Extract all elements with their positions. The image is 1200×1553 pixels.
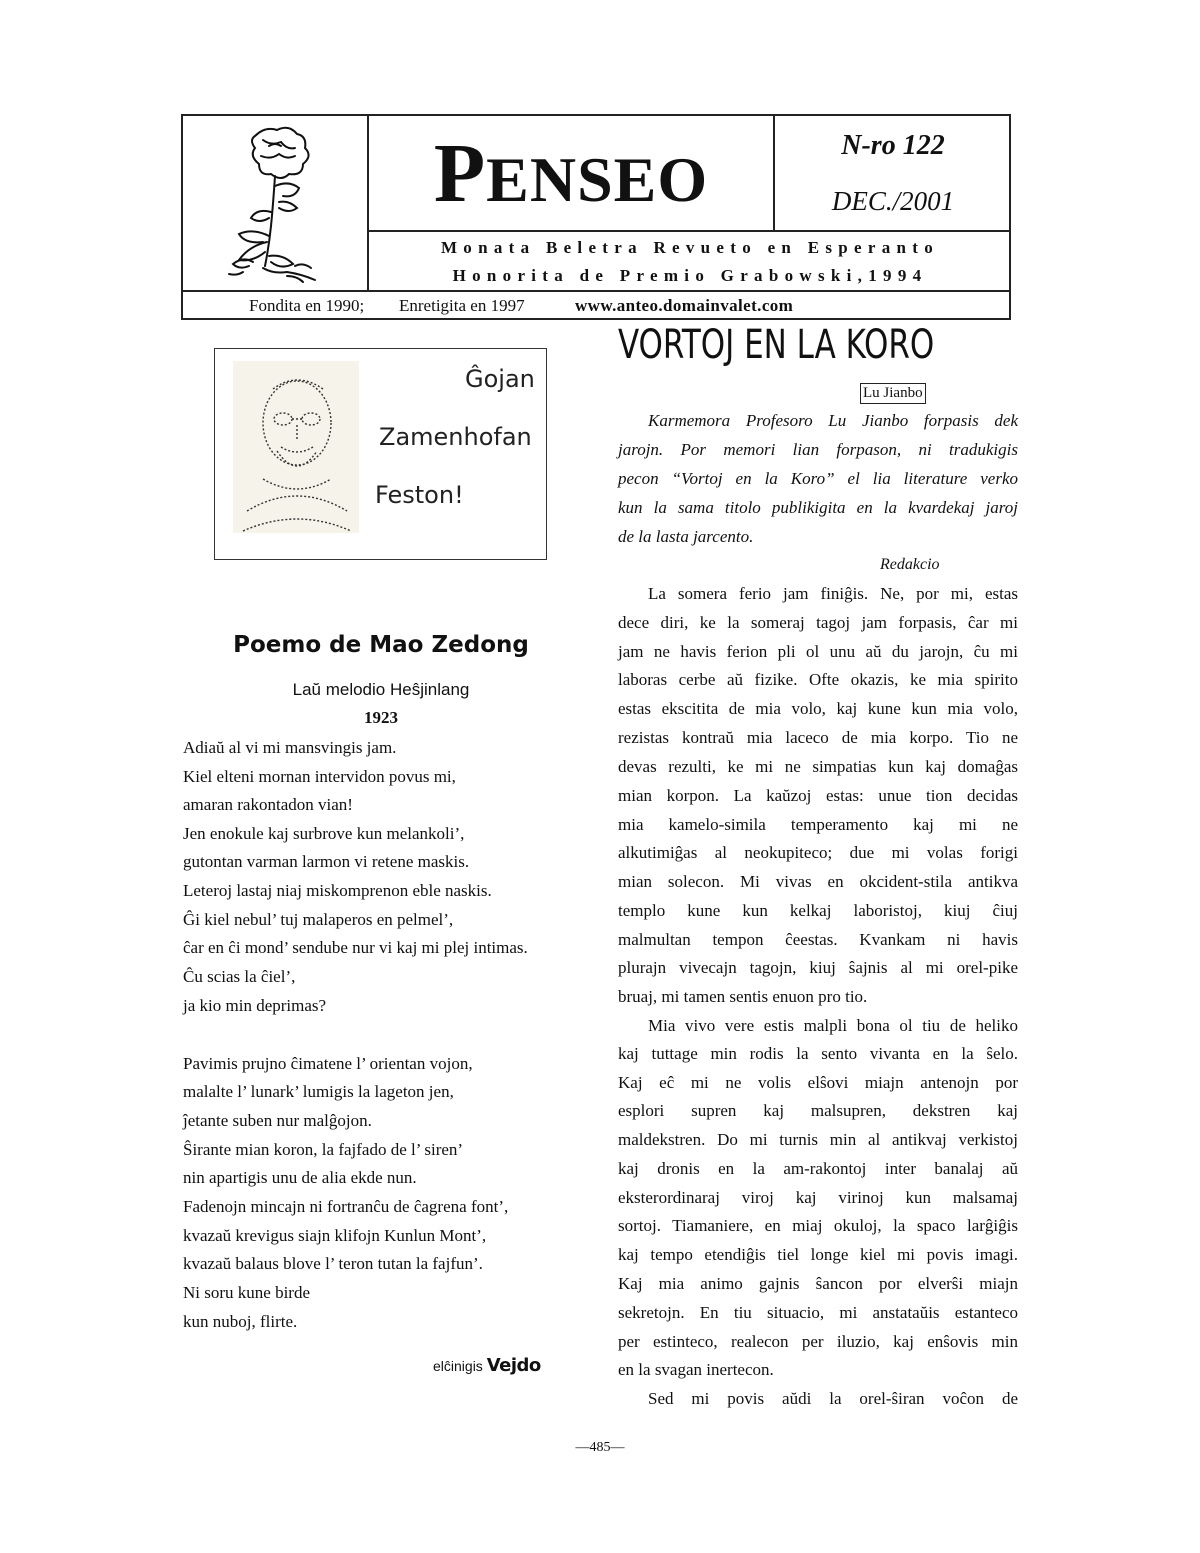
magazine-title: PENSEO xyxy=(433,126,709,220)
flower-sketch-icon xyxy=(183,116,367,290)
author-name: Lu Jianbo xyxy=(860,383,926,404)
masthead xyxy=(181,114,1011,320)
zamenhof-portrait-icon xyxy=(233,361,359,533)
body-line: kaj tempo etendiĝis tiel longe kiel mi povis imagi. xyxy=(618,1245,1018,1264)
masthead-footer xyxy=(183,292,1009,320)
poem-line: Ĉu scias la ĉiel’, xyxy=(183,967,296,986)
poem-line: ĵetante suben nur malĝojon. xyxy=(183,1111,372,1130)
translator-prefix: elĉinigis xyxy=(433,1358,483,1374)
poem-line: Ŝirante mian koron, la fajfado de l’ siren’ xyxy=(183,1140,464,1159)
poem-year: 1923 xyxy=(364,708,398,727)
body-line: Kaj eĉ mi ne volis elŝovi miajn antenojn por xyxy=(618,1073,1018,1092)
body-line: templo kune kun kelkaj laboristoj, kiuj ĉiuj xyxy=(618,901,1018,920)
greeting-line: Feston! xyxy=(375,481,464,509)
body-line: en la svagan inertecon. xyxy=(618,1360,774,1379)
editorial-signature: Redakcio xyxy=(880,556,940,573)
poem-line: nin apartigis unu de alia ekde nun. xyxy=(183,1168,417,1187)
poem-line: Fadenojn mincajn ni fortranĉu de ĉagrena font’, xyxy=(183,1197,509,1216)
body-line: La somera ferio jam finiĝis. Ne, por mi, estas xyxy=(648,584,1018,603)
poem-line: ja kio min deprimas? xyxy=(183,996,327,1015)
body-line: kaj tuttage min rodis la sento vivanta en la ŝelo. xyxy=(618,1044,1018,1063)
article-title: VORTOJ EN LA KORO xyxy=(618,322,935,368)
body-line: rezistas kontraŭ mia laceco de mia korpo. Tio ne xyxy=(618,728,1018,747)
poem-line: malalte l’ lunark’ lumigis la lageton jen, xyxy=(183,1082,454,1101)
body-line: Kaj mia animo gajnis ŝancon por elverŝi miajn xyxy=(618,1274,1018,1293)
poem-line: ĉar en ĉi mond’ sendube nur vi kaj mi plej intimas. xyxy=(183,938,528,957)
body-line: jam ne havis ferion pli ol unu aŭ du jarojn, ĉu mi xyxy=(618,642,1018,661)
body-line: laboras cerbe aŭ fizike. Ofte okazis, ke mia spirito xyxy=(618,670,1018,689)
body-line: devas rezulti, ke mi ne simpatias kun kaj domaĝas xyxy=(618,757,1018,776)
body-line: plurajn vivecajn tagojn, kiuj ŝajnis al mi orel-pike xyxy=(618,958,1018,977)
body-line: maldekstren. Do mi turnis min al antikvaj verkistoj xyxy=(618,1130,1018,1149)
intro-line: pecon “Vortoj en la Koro” el lia literature verko xyxy=(618,469,1018,488)
translator-name: Vejdo xyxy=(486,1355,541,1376)
website-link[interactable]: www.anteo.domainvalet.com xyxy=(575,296,794,315)
poem-melody: Laŭ melodio Heŝjinlang xyxy=(292,680,470,699)
greeting-line: Zamenhofan xyxy=(379,423,532,451)
intro-line: Karmemora Profesoro Lu Jianbo forpasis dek xyxy=(648,411,1018,430)
poem-line: Kiel elteni mornan intervidon povus mi, xyxy=(183,767,456,786)
body-line: bruaj, mi tamen sentis enuon pro tio. xyxy=(618,987,868,1006)
body-line: mia kamelo-simila temperamento kaj mi ne xyxy=(618,815,1018,834)
poem-line: Pavimis prujno ĉimatene l’ orientan vojon, xyxy=(183,1054,473,1073)
body-line: sortoj. Tiamaniere, en miaj okuloj, la spaco larĝiĝis xyxy=(618,1216,1018,1235)
issue-number: N-ro 122 xyxy=(841,130,945,161)
body-line: estas ekscitita de mia volo, kaj kune kun mia volo, xyxy=(618,699,1018,718)
body-line: mian solecon. Mi vivas en okcident-stila antikva xyxy=(618,872,1018,891)
registered-text: Enretigita en 1997 xyxy=(399,296,525,315)
body-line: mian korpon. La kaŭzoj estas: unue tion decidas xyxy=(618,786,1018,805)
greeting-line: Ĝojan xyxy=(465,365,535,393)
body-line: kaj dronis en la am-rakontoj inter banalaj aŭ xyxy=(618,1159,1018,1178)
intro-line: jarojn. Por memori lian forpason, ni tradukigis xyxy=(618,440,1018,459)
poem-line: kun nuboj, flirte. xyxy=(183,1312,298,1331)
poem-line: Adiaŭ al vi mi mansvingis jam. xyxy=(183,738,397,757)
poem-line: gutontan varman larmon vi retene maskis. xyxy=(183,852,470,871)
body-line: esplori supren kaj malsupren, dekstren kaj xyxy=(618,1101,1018,1120)
subtitle-line: Honorita de Premio Grabowski,1994 xyxy=(452,266,928,285)
poem-line: Ni soru kune birde xyxy=(183,1283,311,1302)
body-line: Mia vivo vere estis malpli bona ol tiu de heliko xyxy=(648,1016,1018,1035)
body-line: per estinteco, realecon per iluzio, kaj enŝovis min xyxy=(618,1332,1018,1351)
poem-line: kvazaŭ krevigus siajn klifojn Kunlun Mont’, xyxy=(183,1226,487,1245)
issue-cell xyxy=(775,116,1011,230)
page-number: —485— xyxy=(575,1440,625,1455)
poem-line: kvazaŭ balaus blove l’ teron tutan la fajfun’. xyxy=(183,1254,483,1273)
poem-line: amaran rakontadon vian! xyxy=(183,795,353,814)
body-line: alkutimiĝas al neokupiteco; due mi volas forigi xyxy=(618,843,1018,862)
body-line: dece diri, ke la someraj tagoj jam forpasis, ĉar mi xyxy=(618,613,1018,632)
title-cell xyxy=(369,116,773,230)
body-line: eksterordinaraj viroj kaj virinoj kun malsamaj xyxy=(618,1188,1018,1207)
intro-line: de la lasta jarcento. xyxy=(618,527,754,546)
poem-line: Leteroj lastaj niaj miskomprenon eble naskis. xyxy=(183,881,492,900)
subtitle-cell xyxy=(369,232,1011,290)
issue-date: DEC./2001 xyxy=(831,186,955,216)
poem-line: Jen enokule kaj surbrove kun melankoli’, xyxy=(183,824,465,843)
greeting-box xyxy=(214,348,547,560)
subtitle-line: Monata Beletra Revueto en Esperanto xyxy=(440,238,940,257)
translator-credit xyxy=(433,1355,541,1376)
logo-cell xyxy=(183,116,367,290)
poem-line: Ĝi kiel nebul’ tuj malaperos en pelmel’, xyxy=(183,910,454,929)
body-line: Sed mi povis aŭdi la orel-ŝiran voĉon de xyxy=(648,1389,1018,1408)
body-line: malmultan tempon ĉeestas. Kvankam ni havis xyxy=(618,930,1018,949)
body-line: sekretojn. En tiu situacio, mi anstataŭis estanteco xyxy=(618,1303,1018,1322)
founded-text: Fondita en 1990; xyxy=(249,296,365,315)
poem-title: Poemo de Mao Zedong xyxy=(233,632,529,658)
intro-line: kun la sama titolo publikigita en la kvardekaj jaroj xyxy=(618,498,1018,517)
